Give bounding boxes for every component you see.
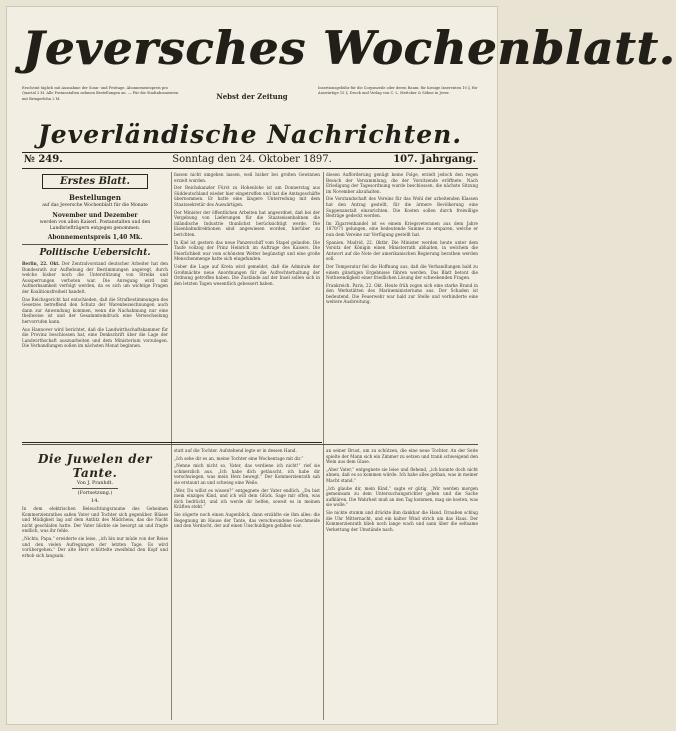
article-paragraph: Das Reichsgericht hat entschieden, daß die Strafbestimmungen des Gesetzes betreffend den Schutz der Warenbezeichnungen auch dann zur Anwendung kommen, wenn die Nachahmung nur eine theilweise ist und der Gesammteindruck eine Verwechselung hervorrufen kann. xyxy=(22,296,168,324)
novel-chapter: 14. xyxy=(91,498,99,504)
novel-paragraph: statt auf die Tochter. Aufstehend legte er in dessen Hand. xyxy=(174,448,297,453)
orders-months: November und Dezember xyxy=(52,212,138,219)
divider xyxy=(22,244,168,245)
article-paragraph: Der Temperatur fiel die Hoffnung aus, daß die Verhandlungen bald zu einem günstigen Ergebnisse führen werden. Das Blatt betont die Nothwendigkeit einer friedlichen Lösung der schwebenden Fragen. xyxy=(326,263,478,281)
orders-line: werden von allen Kaiserl. Postanstalten und den Landbriefträgern entgegen genommen. xyxy=(39,220,151,231)
column-three xyxy=(326,172,478,307)
novel-paragraph: an seiner Brust, um zu schützen, die eine neue Tochter. An der Seite spielte der Mann sich ein Zimmer zu setzen und trank schweigend den Wein aus dem Glase. xyxy=(326,448,478,465)
article-paragraph: Aus Hannover wird berichtet, daß die Landwirthschaftskammer für die Provinz beschlossen hat, eine Denkschrift über die Lage der Landwirthschaft auszuarbeiten und dem Ministerium vorzulegen. Die Verhandlungen sollen im nächsten Monat beginnen. xyxy=(22,326,168,349)
orders-heading: Bestellungen xyxy=(69,193,121,202)
novel-paragraph: „Nichts, Papa,“ erwiderte sie leise, „ich bin nur müde von der Reise und den vielen Aufregungen der letzten Tage. Es wird vorübergehen.“ Der alte Herr schüttelte zweifelnd den Kopf und erhob sich langsam. xyxy=(22,535,168,558)
article-paragraph: Ueber die Lage auf Kreta wird gemeldet, daß die Admirale der Großmächte neue Anordnungen für die Aufrechterhaltung der Ordnung getroffen haben. Die Zustände auf der Insel sollen sich in den letzten Tagen wesentlich gebessert haben. xyxy=(174,263,320,286)
divider xyxy=(72,488,118,489)
novel-paragraph: „Ich sehe dir es an, meine Tochter eine Wochentage mit dir.“ xyxy=(174,455,304,461)
column-one xyxy=(22,172,168,351)
column-divider xyxy=(323,448,324,720)
novel-paragraph: „Nenne mich nicht so, Vater, das verdiene ich nicht!“ rief sie schmerzlich aus. „Ich habe dich getäuscht, ich habe dir verschwiegen, was mein Herz bewegt.“ Der Kommerzienrath sah sie erstaunt an und schwieg eine Weile. xyxy=(174,463,320,485)
novel-paragraph: „Aber Vater,“ entgegnete sie leise und flehend, „ich konnte doch nicht ahnen, daß es so kommen würde. Ich habe alles gethan, was in meiner Macht stand.“ xyxy=(326,466,478,483)
novel-paragraph: „Ich glaube dir, mein Kind,“ sagte er gütig. „Wir werden morgen gemeinsam zu dem Untersuchungsrichter gehen und die Sache aufklären. Die Wahrheit muß an den Tag kommen, mag sie kosten, was sie wolle.“ xyxy=(326,485,478,508)
section-box-title: Erstes Blatt. xyxy=(42,174,148,189)
issue-year: 107. Jahrgang. xyxy=(393,154,476,165)
supplement-note: Nebst der Zeitung xyxy=(216,92,288,101)
column-two xyxy=(174,172,320,288)
subscription-price: Abonnementspreis 1,40 Mk. xyxy=(47,234,143,241)
article-paragraph: Frankreich. Paris, 22. Okt. Heute früh zogen sich eine starke Brand in den Werkstätten des Marineministeriums aus. Der Schaden ist bedeutend. Die Feuerwehr war bald zur Stelle und verhinderte eine weitere Ausbreitung. xyxy=(326,282,478,305)
masthead-title: Jeversches Wochenblatt. xyxy=(22,21,676,75)
novel-continuation: (Fortsetzung.) xyxy=(77,491,113,496)
novel-author: Von J. Pranhdt. xyxy=(76,481,114,486)
issue-date: Sonntag den 24. Oktober 1897. xyxy=(172,154,332,165)
column-divider xyxy=(171,448,172,720)
feuilleton-column-two xyxy=(174,448,320,531)
novel-paragraph: „Wer, Du willst es wissen?“ entgegnete der Vater endlich. „Du bist mein einziges Kind, und ich will dein Glück. Sage mir offen, was dich bedrückt, und ich werde dir helfen, soweit es in meinen Kräften steht.“ xyxy=(174,487,320,510)
novel-paragraph: Sie zögerte noch einen Augenblick, dann erzählte sie ihm alles: die Begegnung im Hause der Tante, das verschwundene Geschmeide und den Verdacht, der auf einen Unschuldigen gefallen war. xyxy=(174,511,320,529)
advertising-notice: Insertionsgebühr für die Corpuszeile oder deren Raum: für hiesige Inserenten 10 ₰, für Auswärtige 15 ₰. Druck und Verlag von C. L. Mettcker & Söhne in Jever. xyxy=(318,86,478,96)
article-paragraph xyxy=(22,261,168,295)
article-paragraph: Der Minister der öffentlichen Arbeiten hat angeordnet, daß bei der Vergebung von Lieferungen für die Staatseisenbahnen die inländische Industrie thunlichst berücksichtigt werde. Die Eisenbahndirektionen sind angewiesen worden, hierüber zu berichten. xyxy=(174,209,320,237)
article-paragraph: Der Reichskanzler Fürst zu Hohenlohe ist am Donnerstag aus Süddeutschland wieder hier eingetroffen und hat die Amtsgeschäfte übernommen. Er hatte eine längere Unterredung mit dem Staatssekretär des Auswärtigen. xyxy=(174,185,320,207)
feuilleton-column-three xyxy=(326,448,478,534)
dateline: Berlin, 22. Okt. xyxy=(22,261,60,266)
feuilleton-rule xyxy=(22,442,322,443)
article-paragraph: fassen nicht umgehen lassen, weil bisher bei großen Gewinnen erzielt wurden. xyxy=(174,172,320,183)
masthead-subrow xyxy=(22,86,478,120)
subscription-notice: Erscheint täglich mit Ausnahme der Sonn- und Festtage. Abonnementspreis pro Quartal 2 M. Alle Postanstalten nehmen Bestellungen an. — Für die Stadtabonnenten mit Bringerlohn 2 M. xyxy=(22,86,179,101)
novel-paragraph: In dem elektrischen Beleuchtungsraume des Geheimen Kommerzienrathes saßen Vater und Tochter sich gegenüber. Blässe und Müdigkeit lag auf dem Antlitz des Mädchens, das die Nacht nicht geschlafen hatte. Der Vater blickte sie besorgt an und fragte endlich, was ihr fehle. xyxy=(22,506,168,534)
feuilleton-column-one xyxy=(22,448,168,560)
feuilleton-rule-thin xyxy=(22,444,478,445)
article-paragraph: In Kiel ist gestern das neue Panzerschiff vom Stapel gelaufen. Die Taufe vollzog der Prinz Heinrich im Auftrage des Kaisers. Die Feierlichkeit war vom schönsten Wetter begünstigt und eine große Menschenmenge hatte sich eingefunden. xyxy=(174,239,320,262)
politics-heading: Politische Uebersicht. xyxy=(39,248,151,258)
masthead-subtitle: Jeverländische Nachrichten. xyxy=(37,120,463,149)
orders-line: auf das Jeversche Wochenblatt für die Monate xyxy=(42,203,148,208)
article-paragraph: diesen Aufforderung genügt keine Folge, erzielt jedoch den regen Besuch der Versammlung, die der Vorsitzende eröffnete. Nach Erledigung der Tagesordnung wurde beschlossen, die nächste Sitzung im November abzuhalten. xyxy=(326,172,478,194)
article-paragraph: Die Vorstandschaft des Vereins für das Wohl der arbeitenden Klassen hat den Antrag gestellt, für die ärmere Bevölkerung eine Suppenanstalt einzurichten. Die Kosten sollen durch freiwillige Beiträge gedeckt werden. xyxy=(326,196,478,219)
article-text: Der Zentralvorstand deutscher Arbeiter hat den Bundesrath zur Aufhebung der Bestimmungen angeregt, durch welche bisher noch die Unterstützung von Streiks und Aussperrungen verboten war. Die Anregung wird mit Aufmerksamkeit verfolgt werden, da es sich um wichtige Fragen der Koalitionsfreiheit handelt. xyxy=(22,261,168,294)
novel-paragraph: Sie nickte stumm und drückte ihm dankbar die Hand. Draußen schlug die Uhr Mitternacht, und ein kalter Wind strich um das Haus. Der Kommerzienrath blieb noch lange wach und sann über die seltsame Verkettung der Umstände nach. xyxy=(326,509,478,532)
article-paragraph: Spanien. Madrid, 22. Oktbr. Die Minister werden heute unter dem Vorsitz der Königin einen Ministerrath abhalten, in welchem die Antwort auf die Note der amerikanischen Regierung berathen werden soll. xyxy=(326,239,478,262)
article-paragraph: Im Zigarrenhandel ist es einem Kriegsveteranen aus dem Jahre 1870/71 gelungen, eine bedeutende Summe zu ersparen, welche er nun dem Vereine zur Verfügung gestellt hat. xyxy=(326,220,478,237)
issue-bar xyxy=(22,152,478,169)
novel-title: Die Juwelen der Tante. xyxy=(37,452,153,480)
issue-number: № 249. xyxy=(24,154,63,165)
